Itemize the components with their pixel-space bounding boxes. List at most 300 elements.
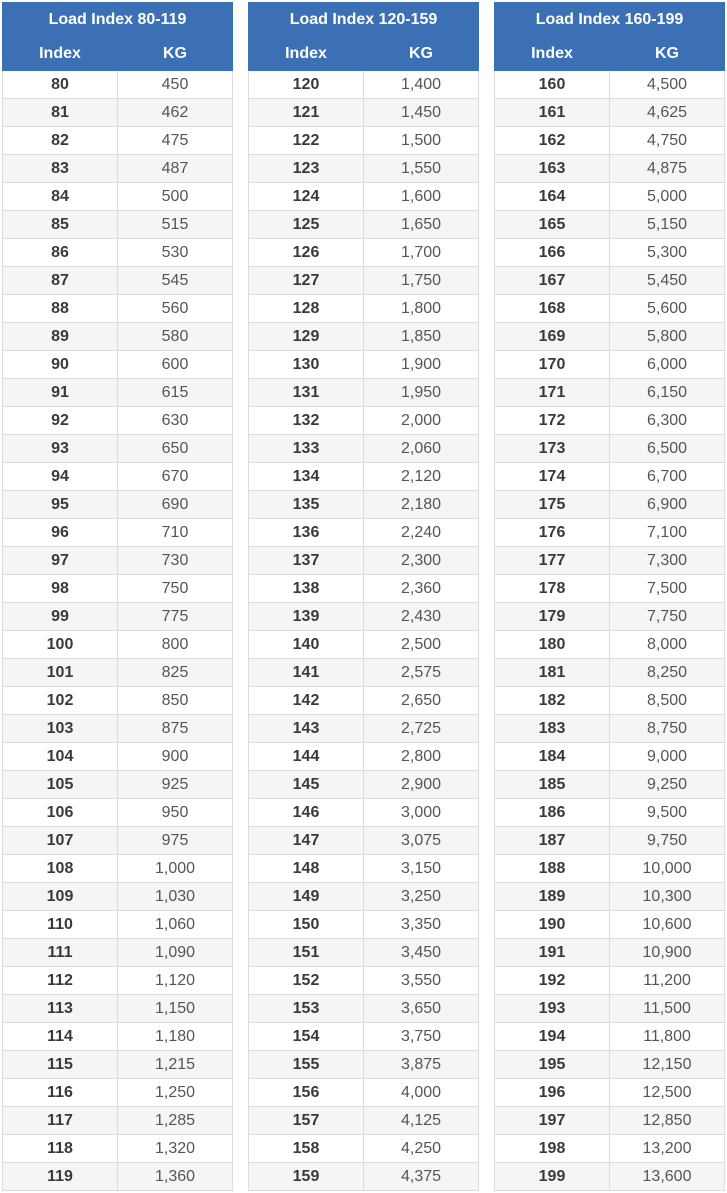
load-index-cell: 109 <box>3 883 118 911</box>
table-row <box>3 547 233 575</box>
load-index-cell: 126 <box>249 239 364 267</box>
load-index-cell: 194 <box>495 1023 610 1051</box>
kg-cell: 1,700 <box>364 239 479 267</box>
load-index-cell: 179 <box>495 603 610 631</box>
table-row <box>495 883 725 911</box>
kg-cell: 5,300 <box>610 239 725 267</box>
table-row <box>3 267 233 295</box>
kg-cell: 6,000 <box>610 351 725 379</box>
kg-cell: 2,360 <box>364 575 479 603</box>
index-column-header: Index <box>3 38 118 71</box>
kg-cell: 11,800 <box>610 1023 725 1051</box>
table-row <box>3 1107 233 1135</box>
kg-cell: 4,250 <box>364 1135 479 1163</box>
load-index-cell: 157 <box>249 1107 364 1135</box>
kg-cell: 4,750 <box>610 127 725 155</box>
table-row <box>3 939 233 967</box>
table-row <box>3 575 233 603</box>
load-index-cell: 181 <box>495 659 610 687</box>
load-index-cell: 198 <box>495 1135 610 1163</box>
kg-cell: 580 <box>118 323 233 351</box>
kg-cell: 500 <box>118 183 233 211</box>
load-index-cell: 159 <box>249 1163 364 1191</box>
table-row <box>495 407 725 435</box>
kg-cell: 7,300 <box>610 547 725 575</box>
kg-cell: 11,200 <box>610 967 725 995</box>
load-index-cell: 131 <box>249 379 364 407</box>
load-index-cell: 177 <box>495 547 610 575</box>
table-row <box>249 575 479 603</box>
table-row <box>249 939 479 967</box>
kg-cell: 1,750 <box>364 267 479 295</box>
kg-cell: 950 <box>118 799 233 827</box>
kg-cell: 3,350 <box>364 911 479 939</box>
table-row <box>3 771 233 799</box>
table-row <box>3 743 233 771</box>
kg-cell: 1,215 <box>118 1051 233 1079</box>
kg-cell: 4,000 <box>364 1079 479 1107</box>
load-index-cell: 95 <box>3 491 118 519</box>
table-row <box>495 295 725 323</box>
load-index-cell: 102 <box>3 687 118 715</box>
table-row <box>249 155 479 183</box>
kg-cell: 3,250 <box>364 883 479 911</box>
load-index-cell: 90 <box>3 351 118 379</box>
table-row <box>249 659 479 687</box>
kg-cell: 6,500 <box>610 435 725 463</box>
table-row <box>249 491 479 519</box>
kg-cell: 9,000 <box>610 743 725 771</box>
kg-cell: 630 <box>118 407 233 435</box>
load-index-cell: 190 <box>495 911 610 939</box>
kg-cell: 1,180 <box>118 1023 233 1051</box>
table-row <box>249 211 479 239</box>
load-index-cell: 98 <box>3 575 118 603</box>
load-index-cell: 114 <box>3 1023 118 1051</box>
load-index-cell: 99 <box>3 603 118 631</box>
table-row <box>249 743 479 771</box>
table-row <box>249 547 479 575</box>
load-index-cell: 178 <box>495 575 610 603</box>
table-row <box>3 799 233 827</box>
kg-cell: 800 <box>118 631 233 659</box>
table-title: Load Index 80-119 <box>3 3 233 38</box>
load-index-cell: 117 <box>3 1107 118 1135</box>
load-index-cell: 162 <box>495 127 610 155</box>
load-index-cell: 136 <box>249 519 364 547</box>
kg-cell: 5,450 <box>610 267 725 295</box>
kg-cell: 710 <box>118 519 233 547</box>
table-row <box>3 1135 233 1163</box>
table-row <box>249 351 479 379</box>
table-row <box>495 99 725 127</box>
table-row <box>495 1051 725 1079</box>
load-index-cell: 94 <box>3 463 118 491</box>
load-index-cell: 93 <box>3 435 118 463</box>
kg-cell: 1,450 <box>364 99 479 127</box>
table-row <box>495 463 725 491</box>
table-row <box>249 435 479 463</box>
table-row <box>3 127 233 155</box>
kg-cell: 1,030 <box>118 883 233 911</box>
load-index-cell: 183 <box>495 715 610 743</box>
table-row <box>3 183 233 211</box>
table-row <box>249 799 479 827</box>
table-row <box>495 575 725 603</box>
load-index-cell: 175 <box>495 491 610 519</box>
kg-cell: 10,600 <box>610 911 725 939</box>
table-row <box>3 631 233 659</box>
load-index-cell: 145 <box>249 771 364 799</box>
table-row <box>249 883 479 911</box>
table-row <box>249 1163 479 1191</box>
load-index-cell: 173 <box>495 435 610 463</box>
table-row <box>495 771 725 799</box>
load-index-cell: 197 <box>495 1107 610 1135</box>
load-index-cell: 134 <box>249 463 364 491</box>
kg-cell: 462 <box>118 99 233 127</box>
table-row <box>495 631 725 659</box>
load-index-cell: 113 <box>3 995 118 1023</box>
kg-cell: 2,650 <box>364 687 479 715</box>
table-row <box>495 1163 725 1191</box>
table-row <box>249 1051 479 1079</box>
load-index-cell: 92 <box>3 407 118 435</box>
load-index-cell: 121 <box>249 99 364 127</box>
kg-cell: 1,320 <box>118 1135 233 1163</box>
load-index-cell: 124 <box>249 183 364 211</box>
table-row <box>3 911 233 939</box>
load-index-cell: 103 <box>3 715 118 743</box>
table-row <box>495 967 725 995</box>
load-index-cell: 187 <box>495 827 610 855</box>
table-row <box>249 1107 479 1135</box>
kg-cell: 3,550 <box>364 967 479 995</box>
table-row <box>3 659 233 687</box>
load-index-cell: 130 <box>249 351 364 379</box>
table-row <box>249 687 479 715</box>
table-row <box>495 1079 725 1107</box>
kg-cell: 2,725 <box>364 715 479 743</box>
kg-cell: 11,500 <box>610 995 725 1023</box>
table-row <box>495 491 725 519</box>
kg-cell: 1,800 <box>364 295 479 323</box>
table-row <box>495 183 725 211</box>
load-index-cell: 148 <box>249 855 364 883</box>
table-row <box>3 1079 233 1107</box>
table-row <box>249 519 479 547</box>
kg-cell: 5,150 <box>610 211 725 239</box>
kg-cell: 3,650 <box>364 995 479 1023</box>
table-row <box>3 883 233 911</box>
load-index-cell: 156 <box>249 1079 364 1107</box>
kg-cell: 4,500 <box>610 71 725 99</box>
kg-cell: 6,900 <box>610 491 725 519</box>
load-index-cell: 160 <box>495 71 610 99</box>
load-index-cell: 172 <box>495 407 610 435</box>
load-index-cell: 100 <box>3 631 118 659</box>
table-row <box>495 687 725 715</box>
kg-cell: 3,150 <box>364 855 479 883</box>
table-row <box>3 435 233 463</box>
load-index-cell: 107 <box>3 827 118 855</box>
kg-cell: 530 <box>118 239 233 267</box>
table-row <box>3 155 233 183</box>
table-row <box>3 519 233 547</box>
table-row <box>3 687 233 715</box>
kg-cell: 5,600 <box>610 295 725 323</box>
table-row <box>249 911 479 939</box>
load-index-cell: 133 <box>249 435 364 463</box>
kg-column-header: KG <box>610 38 725 71</box>
index-column-header: Index <box>495 38 610 71</box>
load-index-cell: 137 <box>249 547 364 575</box>
table-row <box>3 603 233 631</box>
load-index-table-3 <box>494 2 725 1191</box>
load-index-cell: 135 <box>249 491 364 519</box>
load-index-cell: 184 <box>495 743 610 771</box>
table-row <box>495 799 725 827</box>
table-row <box>495 547 725 575</box>
kg-cell: 1,600 <box>364 183 479 211</box>
table-row <box>495 995 725 1023</box>
kg-cell: 3,075 <box>364 827 479 855</box>
table-row <box>3 71 233 99</box>
table-row <box>3 1051 233 1079</box>
kg-cell: 1,850 <box>364 323 479 351</box>
kg-cell: 5,000 <box>610 183 725 211</box>
load-index-cell: 182 <box>495 687 610 715</box>
load-index-cell: 101 <box>3 659 118 687</box>
kg-cell: 1,285 <box>118 1107 233 1135</box>
load-index-cell: 88 <box>3 295 118 323</box>
kg-cell: 3,875 <box>364 1051 479 1079</box>
kg-cell: 9,750 <box>610 827 725 855</box>
kg-cell: 975 <box>118 827 233 855</box>
table-row <box>3 827 233 855</box>
load-index-cell: 188 <box>495 855 610 883</box>
kg-cell: 4,375 <box>364 1163 479 1191</box>
table-row <box>249 463 479 491</box>
table-row <box>3 99 233 127</box>
table-title: Load Index 160-199 <box>495 3 725 38</box>
kg-cell: 2,900 <box>364 771 479 799</box>
load-index-cell: 97 <box>3 547 118 575</box>
kg-cell: 2,180 <box>364 491 479 519</box>
load-index-cell: 119 <box>3 1163 118 1191</box>
load-index-cell: 82 <box>3 127 118 155</box>
kg-cell: 825 <box>118 659 233 687</box>
load-index-cell: 192 <box>495 967 610 995</box>
load-index-cell: 83 <box>3 155 118 183</box>
load-index-cell: 122 <box>249 127 364 155</box>
table-row <box>249 127 479 155</box>
table-row <box>249 855 479 883</box>
table-row <box>3 239 233 267</box>
kg-cell: 650 <box>118 435 233 463</box>
table-row <box>3 407 233 435</box>
table-row <box>3 211 233 239</box>
kg-cell: 1,150 <box>118 995 233 1023</box>
kg-cell: 7,100 <box>610 519 725 547</box>
table-row <box>495 323 725 351</box>
kg-cell: 1,060 <box>118 911 233 939</box>
load-index-cell: 155 <box>249 1051 364 1079</box>
table-row <box>249 603 479 631</box>
load-index-cell: 104 <box>3 743 118 771</box>
load-index-cell: 199 <box>495 1163 610 1191</box>
load-index-cell: 144 <box>249 743 364 771</box>
kg-cell: 8,250 <box>610 659 725 687</box>
table-row <box>249 323 479 351</box>
load-index-cell: 120 <box>249 71 364 99</box>
load-index-cell: 153 <box>249 995 364 1023</box>
load-index-cell: 171 <box>495 379 610 407</box>
kg-cell: 10,000 <box>610 855 725 883</box>
table-row <box>495 379 725 407</box>
kg-cell: 6,300 <box>610 407 725 435</box>
kg-column-header: KG <box>118 38 233 71</box>
kg-column-header: KG <box>364 38 479 71</box>
table-row <box>3 491 233 519</box>
kg-cell: 5,800 <box>610 323 725 351</box>
table-row <box>249 827 479 855</box>
kg-cell: 600 <box>118 351 233 379</box>
load-index-cell: 132 <box>249 407 364 435</box>
load-index-cell: 96 <box>3 519 118 547</box>
kg-cell: 1,650 <box>364 211 479 239</box>
kg-cell: 515 <box>118 211 233 239</box>
kg-cell: 4,125 <box>364 1107 479 1135</box>
load-index-cell: 138 <box>249 575 364 603</box>
load-index-cell: 195 <box>495 1051 610 1079</box>
kg-cell: 9,250 <box>610 771 725 799</box>
load-index-cell: 166 <box>495 239 610 267</box>
load-index-cell: 161 <box>495 99 610 127</box>
kg-cell: 7,750 <box>610 603 725 631</box>
table-row <box>495 743 725 771</box>
table-row <box>495 351 725 379</box>
kg-cell: 3,750 <box>364 1023 479 1051</box>
table-row <box>249 631 479 659</box>
load-index-cell: 168 <box>495 295 610 323</box>
table-row <box>495 127 725 155</box>
kg-cell: 6,150 <box>610 379 725 407</box>
table-row <box>249 267 479 295</box>
table-row <box>495 155 725 183</box>
load-index-cell: 84 <box>3 183 118 211</box>
load-index-cell: 196 <box>495 1079 610 1107</box>
kg-cell: 8,500 <box>610 687 725 715</box>
load-index-cell: 127 <box>249 267 364 295</box>
table-row <box>495 939 725 967</box>
kg-cell: 750 <box>118 575 233 603</box>
kg-cell: 2,120 <box>364 463 479 491</box>
table-row <box>495 827 725 855</box>
kg-cell: 670 <box>118 463 233 491</box>
load-index-cell: 125 <box>249 211 364 239</box>
load-index-cell: 110 <box>3 911 118 939</box>
load-index-cell: 167 <box>495 267 610 295</box>
kg-cell: 13,200 <box>610 1135 725 1163</box>
load-index-cell: 142 <box>249 687 364 715</box>
table-row <box>495 1023 725 1051</box>
table-title: Load Index 120-159 <box>249 3 479 38</box>
table-row <box>495 603 725 631</box>
load-index-cell: 189 <box>495 883 610 911</box>
load-index-cell: 140 <box>249 631 364 659</box>
kg-cell: 487 <box>118 155 233 183</box>
kg-cell: 12,850 <box>610 1107 725 1135</box>
kg-cell: 850 <box>118 687 233 715</box>
kg-cell: 560 <box>118 295 233 323</box>
table-row <box>495 1107 725 1135</box>
load-index-cell: 91 <box>3 379 118 407</box>
table-row <box>3 715 233 743</box>
load-index-cell: 193 <box>495 995 610 1023</box>
table-row <box>249 967 479 995</box>
kg-cell: 1,090 <box>118 939 233 967</box>
load-index-cell: 149 <box>249 883 364 911</box>
table-row <box>495 267 725 295</box>
table-row <box>249 771 479 799</box>
load-index-cell: 152 <box>249 967 364 995</box>
load-index-cell: 111 <box>3 939 118 967</box>
load-index-cell: 86 <box>3 239 118 267</box>
table-row <box>249 295 479 323</box>
table-row <box>249 71 479 99</box>
table-row <box>3 967 233 995</box>
load-index-cell: 146 <box>249 799 364 827</box>
load-index-cell: 169 <box>495 323 610 351</box>
table-row <box>249 407 479 435</box>
kg-cell: 1,550 <box>364 155 479 183</box>
kg-cell: 2,060 <box>364 435 479 463</box>
kg-cell: 1,500 <box>364 127 479 155</box>
load-index-table-1 <box>2 2 233 1191</box>
kg-cell: 775 <box>118 603 233 631</box>
load-index-cell: 112 <box>3 967 118 995</box>
kg-cell: 2,300 <box>364 547 479 575</box>
load-index-cell: 89 <box>3 323 118 351</box>
table-row <box>3 995 233 1023</box>
load-index-cell: 128 <box>249 295 364 323</box>
load-index-cell: 139 <box>249 603 364 631</box>
load-index-cell: 191 <box>495 939 610 967</box>
load-index-cell: 81 <box>3 99 118 127</box>
kg-cell: 7,500 <box>610 575 725 603</box>
load-index-cell: 164 <box>495 183 610 211</box>
kg-cell: 3,000 <box>364 799 479 827</box>
kg-cell: 9,500 <box>610 799 725 827</box>
kg-cell: 8,000 <box>610 631 725 659</box>
load-index-cell: 115 <box>3 1051 118 1079</box>
load-index-cell: 150 <box>249 911 364 939</box>
table-row <box>249 239 479 267</box>
table-row <box>249 99 479 127</box>
kg-cell: 12,150 <box>610 1051 725 1079</box>
kg-cell: 1,250 <box>118 1079 233 1107</box>
kg-cell: 4,875 <box>610 155 725 183</box>
table-row <box>249 379 479 407</box>
table-row <box>3 855 233 883</box>
kg-cell: 3,450 <box>364 939 479 967</box>
load-index-cell: 85 <box>3 211 118 239</box>
load-index-cell: 118 <box>3 1135 118 1163</box>
table-row <box>3 295 233 323</box>
kg-cell: 615 <box>118 379 233 407</box>
load-index-cell: 116 <box>3 1079 118 1107</box>
